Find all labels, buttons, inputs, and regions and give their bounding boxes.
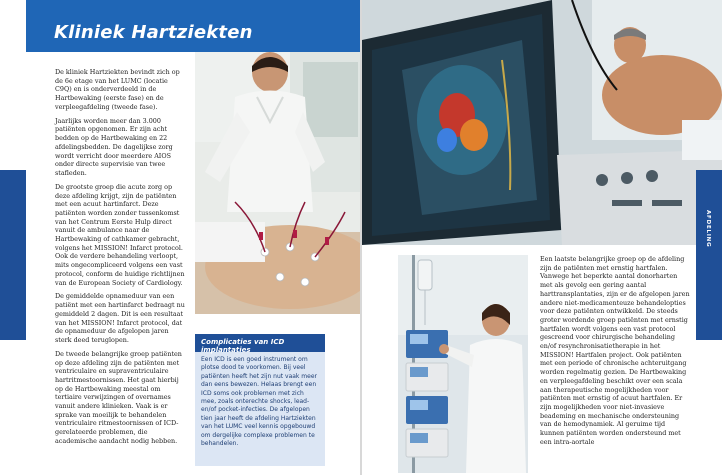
left-text-column xyxy=(55,68,185,451)
title-band xyxy=(26,0,360,52)
page-title: Kliniek Hartziekten xyxy=(54,22,253,43)
paragraph: De gemiddelde opnameduur van een patiënt met een hartinfarct bedraagt nu gemiddeld 2 dagen. Dit is een resultaat van het MISSION! Infarct protocol, dat de opnameduur de afgelopen jaren sterk deed teruglopen. xyxy=(55,292,185,344)
paragraph: De kliniek Hartziekten bevindt zich op de 6e etage van het LUMC (locatie C9Q) en is onderverdeeld in de Hartbewaking (eerste fase) en de verpleegafdeling (tweede fase). xyxy=(55,68,180,111)
left-side-tab xyxy=(0,170,26,340)
photo-doctor-ecg xyxy=(195,52,360,314)
right-side-tab xyxy=(696,170,722,340)
side-tab-label: AFDELING xyxy=(705,210,711,248)
right-text-column xyxy=(540,255,690,446)
callout-heading: Complicaties van ICD implantaties xyxy=(195,334,325,352)
callout-body: Een ICD is een goed instrument om plotse dood te voorkomen. Bij veel patiënten heeft het zijn nut vaak meer dan eens bewezen. Helaas brengt een ICD soms ook problemen met zich mee, zoals onterechte shocks, lead- en/of pocket-infecties. De afgelopen tien jaar heeft de afdeling Hartziekten van het LUMC veel kennis opgebouwd om dergelijke complexe problemen te behandelen. xyxy=(201,356,317,448)
paragraph: De tweede belangrijke groep patiënten op deze afdeling zijn de patiënten met ventriculaire en supraventriculaire hartritmestoornissen. Het gaat hierbij op de Hartbewaking meestal om tertiaire verwijzingen of overnames vanuit andere klinieken. Vaak is er sprake van moeilijk te behandelen ventriculaire ritmestoornissen of ICD-gerelateerde problemen, die academische aandacht nodig hebben. xyxy=(55,349,182,445)
paragraph: De grootste groep die acute zorg op deze afdeling krijgt, zijn de patiënten met een acuut hartinfarct. Deze patiënten worden zonder tussenkomst van het Centrum Eerste Hulp direct vanuit de ambulance naar de Hartbewaking of cathkamer gebracht, volgens het MISSION! Infarct protocol. Ook de verdere behandeling verloopt, mits ongecompliceerd volgens een vast protocol, conform de huidige richtlijnen van de European Society of Cardiology. xyxy=(55,182,185,287)
paragraph: Een laatste belangrijke groep op de afdeling zijn de patiënten met ernstig hartfalen. Vanwege het beperkte aantal donorharten met als gevolg een gering aantal harttransplantaties, zijn er de afgelopen jaren andere niet-medicamenteuze behandelopties voor deze patiënten ontwikkeld. De steeds groter wordende groep patiënten met ernstig hartfalen wordt volgens een vast protocol gescreend voor chirurgische behandeling en/of resynchronisatietherapie in het MISSION! Hartfalen project. Ook patiënten met een periode of chronische achteruitgang worden regelmatig gezien. De Hartbewaking en verpleegafdeling beschikt over een scala aan therapeutische mogelijkheden voor patiënten met ernstig of acuut hartfalen. Er zijn mogelijkheden voor niet-invasieve beademing en mechanische ondersteuning van de hemodynamiek. Al geruime tijd kunnen patiënten worden ondersteund met een intra-aortale xyxy=(540,255,690,446)
icd-callout-box xyxy=(195,334,325,466)
photo-nurse-infusion-pumps xyxy=(398,255,528,473)
paragraph: Jaarlijks worden meer dan 3.000 patiënten opgenomen. Er zijn acht bedden op de Hartbewaking en 22 afdelingsbedden. De dagelijkse zorg wordt verricht door meerdere AIOS onder directe supervisie van twee stafleden. xyxy=(55,116,173,177)
photo-echocardiography xyxy=(362,0,722,248)
